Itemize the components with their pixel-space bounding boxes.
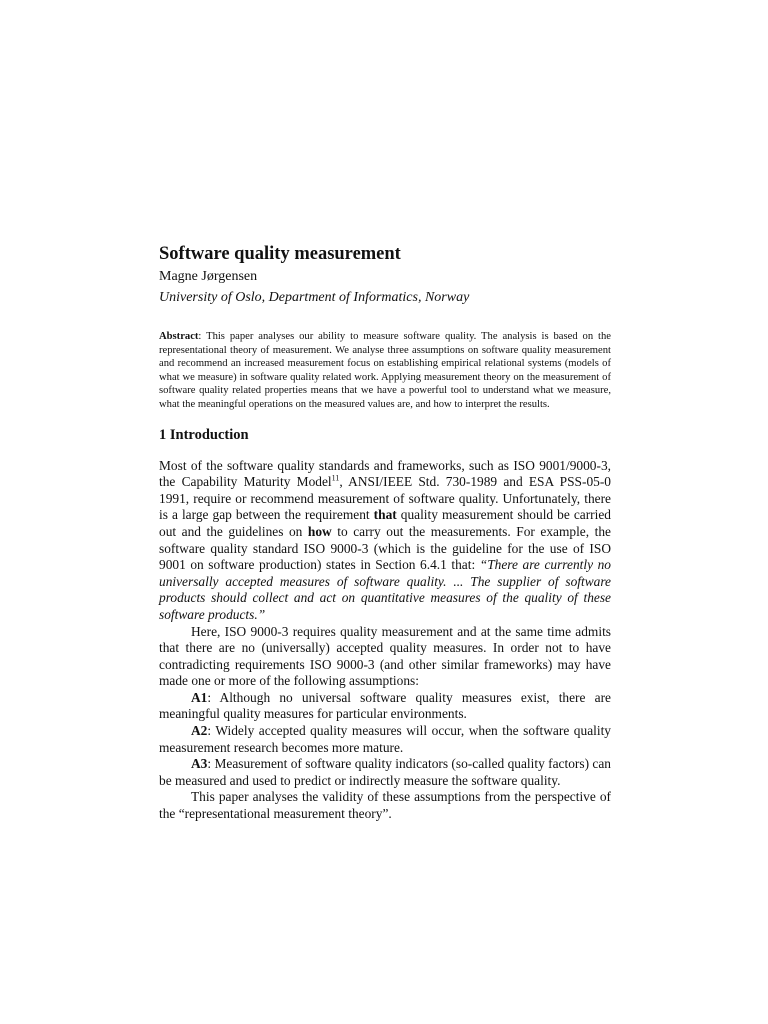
intro-paragraph-2: Here, ISO 9000-3 requires quality measurement and at the same time admits that there are no (universally) accepted quality measures. In order not to have contradicting requirements ISO 9000-3 (and other similar frameworks) may have made one or more of the following assumptions:: [159, 623, 611, 689]
section-heading-introduction: 1 Introduction: [159, 426, 249, 443]
intro-paragraph-1: [159, 458, 611, 624]
assumption-a1-label: A1: [191, 689, 208, 705]
intro-p1-part-b: , ANSI/IEEE Std. 730-1989 and ESA PSS-05-0 1991, require or recommend measurement of software quality. Unfortunately, there is a large gap between the requirement: [159, 474, 611, 523]
assumption-a2: [159, 723, 611, 756]
abstract-label: Abstract: [159, 331, 199, 342]
paper-title: Software quality measurement: [159, 244, 401, 264]
abstract-text: : This paper analyses our ability to measure software quality. The analysis is based on the representational theory of measurement. We analyse three assumptions on software quality measurement and recommend an increased measurement focus on establishing empirical relational systems (models of what we measure) in software quality related work. Applying measurement theory on the measurement of software quality related properties means that we have a powerful tool to understand what we measure, what the meaningful operations on the measured values are, and how to interpret the results.: [159, 331, 611, 410]
iso-quote: “There are currently no universally accepted measures of software quality. ... The supplier of software products should collect and act on quantitative measures of the quality of these software products.”: [159, 557, 611, 622]
intro-p1-part-d: to carry out the measurements. For example, the software quality standard ISO 9000-3 (which is the guideline for the use of ISO 9001 on software production) states in Section 6.4.1 that:: [159, 523, 611, 573]
assumption-a3-label: A3: [191, 756, 208, 772]
author-name: Magne Jørgensen: [159, 269, 258, 284]
emphasis-that: that: [373, 507, 397, 523]
intro-p1-part-a: Most of the software quality standards and frameworks, such as ISO 9001/9000-3, the Capability Maturity Model: [159, 457, 611, 490]
author-affiliation: University of Oslo, Department of Informatics, Norway: [159, 290, 470, 305]
assumption-a1: [159, 690, 611, 723]
assumption-a2-label: A2: [191, 723, 208, 739]
emphasis-how: how: [307, 523, 332, 539]
intro-paragraph-3: This paper analyses the validity of these assumptions from the perspective of the “representational measurement theory”.: [159, 789, 611, 822]
assumption-a1-text: : Although no universal software quality measures exist, there are meaningful quality measures for particular environments.: [159, 689, 611, 722]
paper-page: [159, 242, 611, 823]
citation-superscript: 11: [331, 473, 340, 483]
intro-p1-part-c: quality measurement should be carried out and the guidelines on: [159, 507, 611, 539]
assumption-a3: [159, 756, 611, 789]
assumption-a2-text: : Widely accepted quality measures will occur, when the software quality measurement research becomes more mature.: [159, 723, 611, 755]
assumption-a3-text: : Measurement of software quality indicators (so-called quality factors) can be measured and used to predict or indirectly measure the software quality.: [159, 756, 611, 788]
abstract: [159, 330, 611, 412]
